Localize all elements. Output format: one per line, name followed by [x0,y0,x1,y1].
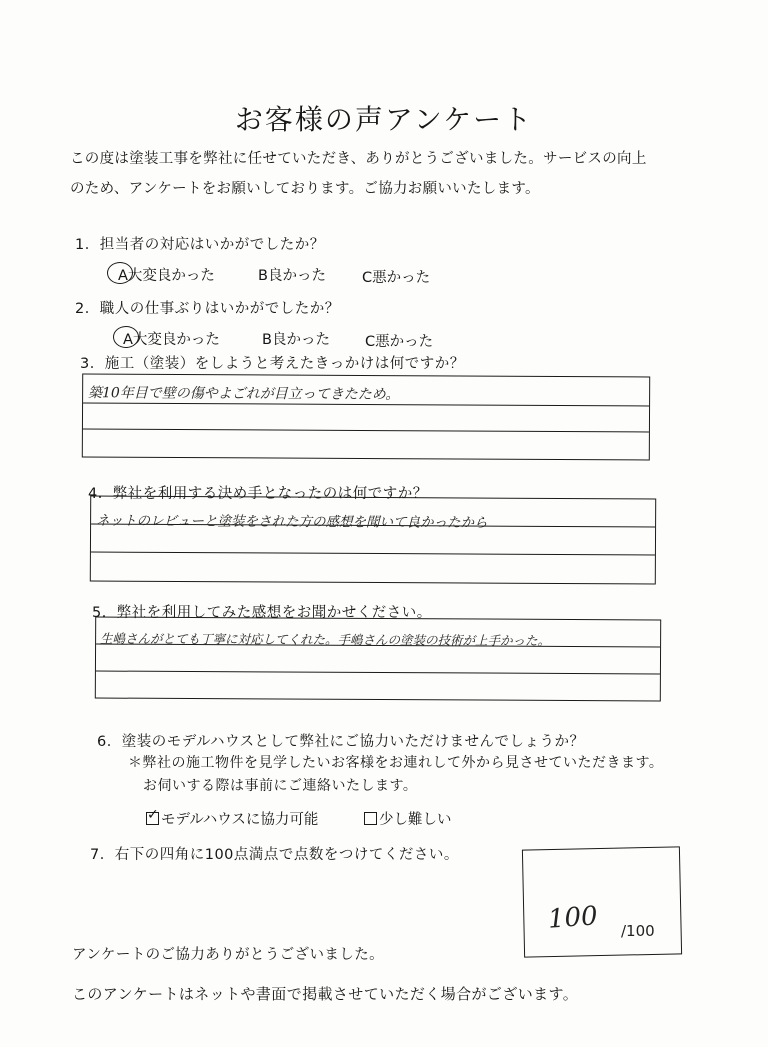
q3-answer-text: 築10年目で壁の傷やよごれが目立ってきたため。 [87,385,400,403]
question-6-note-1: ＊弊社の施工物件を見学したいお客様をお連れして外から見させていただきます。 [128,755,664,771]
question-6-note-2: お伺いする際は事前にご連絡いたします。 [143,778,418,794]
footer-line-2: このアンケートはネットや書面で掲載させていただく場合がございます。 [72,985,579,1003]
score-value: 100 [547,901,599,935]
question-3-label: 3．施工（塗装）をしようと考えたきっかけは何ですか？ [80,356,465,372]
question-1-label: 1．担当者の対応はいかがでしたか？ [75,237,325,253]
page-title: お客様の声アンケート [234,103,534,136]
q6-no-checkbox[interactable] [364,812,377,825]
question-6-label: 6．塗装のモデルハウスとして弊社にご協力いただけませんでしょうか？ [97,734,585,750]
q6-yes-checkbox[interactable] [146,807,159,825]
score-box[interactable] [522,846,682,957]
q1-option-c[interactable]: C悪かった [362,270,431,286]
q2-option-b[interactable]: B良かった [262,332,330,348]
question-2-label: 2．職人の仕事ぶりはいかがでしたか？ [75,301,340,317]
q4-answer-text: ネットのレビューと塗装をされた方の感想を聞いて良かったから [95,512,488,532]
footer-line-1: アンケートのご協力ありがとうございました。 [72,947,385,963]
q6-option-no[interactable] [364,808,452,829]
checkmark-icon: ✓ [147,807,159,823]
q2-option-c[interactable]: C悪かった [365,334,434,350]
question-4-label: 4．弊社を利用する決め手となったのは何ですか？ [88,486,428,502]
score-max: /100 [621,922,655,940]
q5-answer-text: 生嶋さんがとても丁寧に対応してくれた。手嶋さんの塗装の技術が上手かった。 [99,630,551,649]
q2-option-a[interactable]: A大変良かった [123,332,220,348]
q6-option-yes-label: モデルハウスに協力可能 [161,812,319,828]
question-5-label: 5．弊社を利用してみた感想をお聞かせください。 [92,605,432,621]
q6-option-yes[interactable] [146,808,318,829]
intro-line-2: のため、アンケートをお願いしております。ご協力お願いいたします。 [70,181,540,197]
q6-option-no-label: 少し難しい [379,812,452,828]
q1-option-a[interactable]: A大変良かった [118,268,215,284]
intro-line-1: この度は塗装工事を弊社に任せていただき、ありがとうございました。サービスの向上 [70,151,647,167]
question-7-label: 7．右下の四角に100点満点で点数をつけてください。 [90,847,459,863]
q1-option-b[interactable]: B良かった [258,268,326,284]
